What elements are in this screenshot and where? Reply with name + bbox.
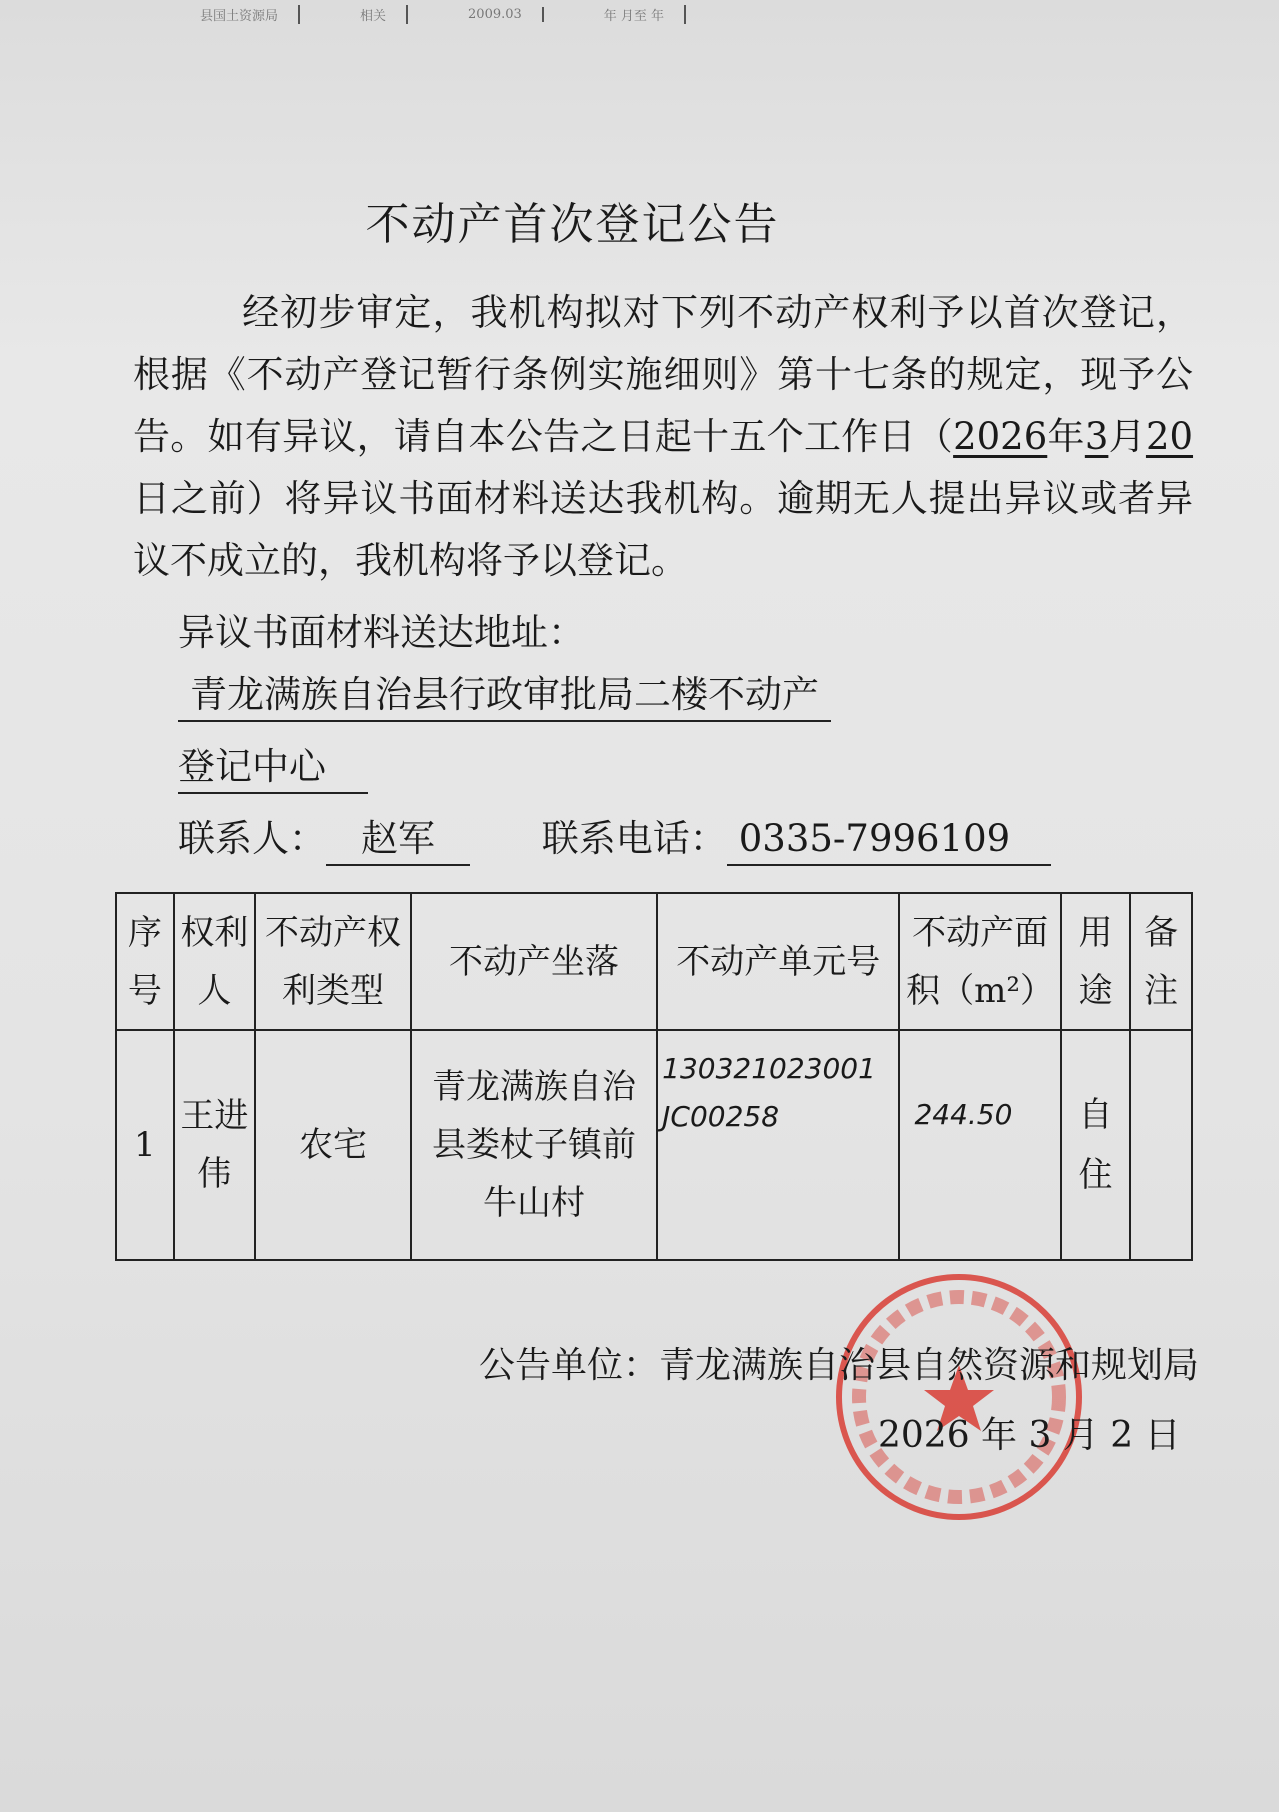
cell-holder: 王进伟 bbox=[174, 1030, 255, 1260]
registration-table bbox=[115, 892, 1193, 1261]
header-cell: 不动产单元号 bbox=[657, 893, 899, 1030]
issuer-label: 公告单位： bbox=[479, 1345, 660, 1386]
unit-no-line2: JC00258 bbox=[662, 1100, 780, 1133]
document-body bbox=[127, 282, 1200, 1461]
bleed-through-text bbox=[200, 0, 1100, 28]
table-row bbox=[116, 1030, 1192, 1260]
bleed-text: 2009.03 bbox=[468, 7, 544, 22]
header-cell: 权利人 bbox=[174, 893, 255, 1030]
address-label: 异议书面材料送达地址： bbox=[178, 611, 585, 654]
header-cell: 备注 bbox=[1130, 893, 1192, 1030]
notice-body bbox=[133, 282, 1193, 592]
cell-type: 农宅 bbox=[255, 1030, 411, 1260]
address-value: 青龙满族自治县行政审批局二楼不动产 bbox=[178, 670, 831, 722]
cell-no: 1 bbox=[116, 1030, 174, 1260]
issue-date: 2026 年 3 月 2 日 bbox=[878, 1415, 1181, 1456]
header-cell: 不动产权利类型 bbox=[255, 893, 411, 1030]
address-line bbox=[178, 602, 1193, 726]
header-cell: 不动产面积（m²） bbox=[899, 893, 1060, 1030]
deadline-month: 3 bbox=[1084, 415, 1109, 458]
phone-label: 联系电话： bbox=[541, 817, 727, 860]
issuer-line bbox=[479, 1341, 1200, 1391]
deadline-year: 2026 bbox=[953, 415, 1048, 458]
cell-unit-no bbox=[657, 1030, 899, 1260]
bleed-text: 相关 bbox=[360, 5, 408, 24]
cell-location: 青龙满族自治县娄杖子镇前牛山村 bbox=[411, 1030, 657, 1260]
body-text: 经初步审定，我机构拟对下列不动产权利予以首次登记，根据《不动产登记暂行条例实施细则》第十七条的规定，现予公告。如有异议，请自本公告之日起十五个工作日（ bbox=[133, 291, 1193, 458]
address-line-2 bbox=[178, 736, 1193, 798]
deadline-day: 20 bbox=[1145, 415, 1194, 458]
issuer-name: 青龙满族自治县自然资源和规划局 bbox=[659, 1345, 1200, 1386]
address-value-2: 登记中心 bbox=[178, 742, 368, 794]
contact-person-label: 联系人： bbox=[178, 817, 326, 860]
header-cell: 不动产坐落 bbox=[411, 893, 657, 1030]
contact-person: 赵军 bbox=[326, 814, 470, 866]
body-text: 日之前）将异议书面材料送达我机构。逾期无人提出异议或者异议不成立的，我机构将予以登记。 bbox=[133, 477, 1193, 582]
contact-line bbox=[178, 808, 1193, 870]
cell-use: 自住 bbox=[1061, 1030, 1131, 1260]
header-cell: 序号 bbox=[116, 893, 174, 1030]
cell-area: 244.50 bbox=[899, 1030, 1060, 1260]
page-title: 不动产首次登记公告 bbox=[365, 199, 780, 250]
phone-value: 0335-7996109 bbox=[727, 814, 1051, 866]
header-cell: 用途 bbox=[1061, 893, 1131, 1030]
body-text: 月 bbox=[1108, 415, 1146, 458]
table-header-row bbox=[116, 893, 1192, 1030]
unit-no-line1: 130321023001 bbox=[662, 1052, 876, 1085]
body-text: 年 bbox=[1047, 415, 1085, 458]
cell-remark bbox=[1130, 1030, 1192, 1260]
bleed-text: 县国土资源局 bbox=[200, 5, 300, 24]
bleed-text: 年 月至 年 bbox=[604, 5, 686, 24]
